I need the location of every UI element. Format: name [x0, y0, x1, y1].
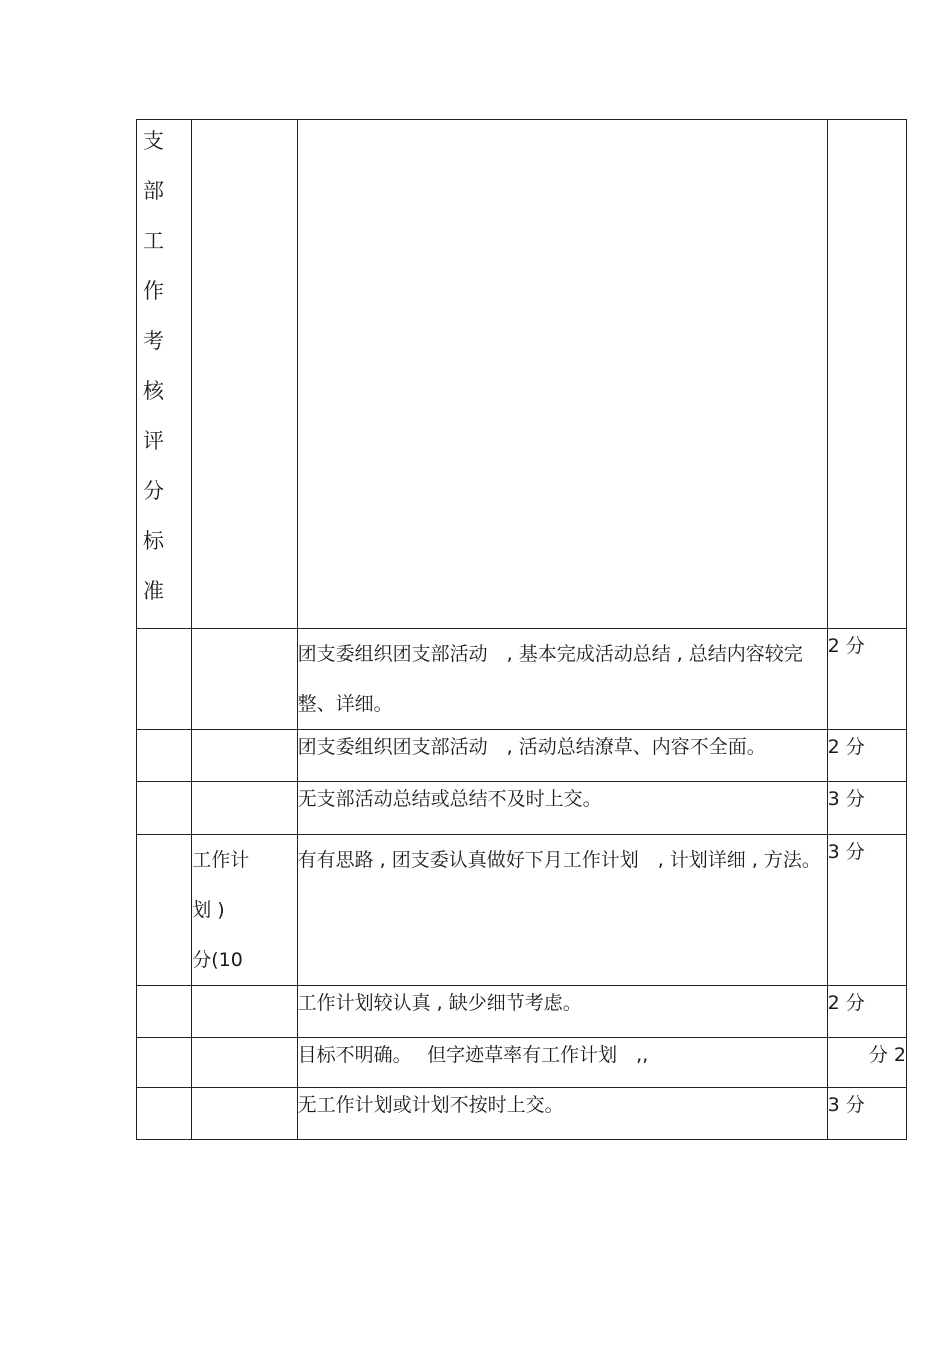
criteria-text: 目标不明确。 但字迹草率有工作计划 ,, [297, 1038, 827, 1088]
category-line: 划 ) [192, 899, 225, 921]
criteria-text: 工作计划较认真 , 缺少细节考虑。 [297, 986, 827, 1038]
scoring-standard-table [136, 119, 907, 1140]
empty-cell [192, 120, 297, 629]
empty-cell [137, 730, 192, 782]
table-row [137, 835, 907, 986]
title-char: 核 [143, 379, 164, 403]
table-row [137, 986, 907, 1038]
empty-cell [192, 986, 297, 1038]
empty-cell [137, 629, 192, 730]
empty-cell [297, 120, 827, 629]
empty-cell [137, 1038, 192, 1088]
table-row [137, 1088, 907, 1140]
criteria-text: 团支委组织团支部活动 , 基本完成活动总结 , 总结内容较完整、详细。 [297, 629, 827, 730]
title-char: 工 [143, 229, 164, 253]
empty-cell [192, 629, 297, 730]
empty-cell [137, 782, 192, 835]
score-value: 分 2 [827, 1038, 906, 1088]
empty-cell [137, 835, 192, 986]
empty-cell [192, 1088, 297, 1140]
score-value: 3 分 [827, 1088, 906, 1140]
title-char: 考 [143, 329, 164, 353]
vertical-title-cell [137, 120, 192, 629]
title-char: 准 [143, 579, 164, 603]
title-char: 评 [143, 429, 164, 453]
empty-cell [192, 1038, 297, 1088]
empty-cell [137, 1088, 192, 1140]
category-cell [192, 835, 297, 986]
criteria-text: 无支部活动总结或总结不及时上交。 [297, 782, 827, 835]
title-char: 分 [143, 479, 164, 503]
title-char: 支 [143, 129, 164, 153]
score-value: 2 分 [827, 629, 906, 730]
score-value: 3 分 [827, 835, 906, 986]
table-row [137, 1038, 907, 1088]
title-char: 标 [143, 529, 164, 553]
vertical-title [137, 120, 191, 628]
category-line: 分(10 [192, 949, 243, 971]
empty-cell [192, 730, 297, 782]
score-value: 2 分 [827, 986, 906, 1038]
title-char: 作 [143, 279, 164, 303]
score-value: 3 分 [827, 782, 906, 835]
criteria-text: 团支委组织团支部活动 , 活动总结潦草、内容不全面。 [297, 730, 827, 782]
criteria-text: 有有思路 , 团支委认真做好下月工作计划 , 计划详细 , 方法。 [297, 835, 827, 986]
table-row [137, 629, 907, 730]
empty-cell [137, 986, 192, 1038]
title-char: 部 [143, 179, 164, 203]
table-row-header [137, 120, 907, 629]
table-row [137, 730, 907, 782]
table-row [137, 782, 907, 835]
category-line: 工作计 [192, 849, 250, 871]
empty-cell [827, 120, 906, 629]
empty-cell [192, 782, 297, 835]
criteria-text: 无工作计划或计划不按时上交。 [297, 1088, 827, 1140]
score-value: 2 分 [827, 730, 906, 782]
